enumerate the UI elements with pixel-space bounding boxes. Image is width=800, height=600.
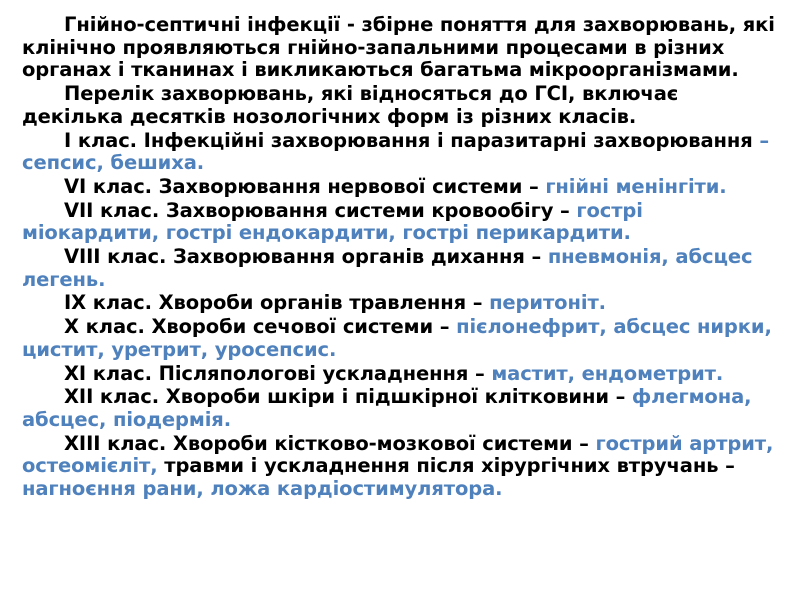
body-text: VІІ клас. Захворювання системи кровообігу – — [64, 198, 577, 222]
text-paragraph — [22, 14, 778, 82]
body-text: Перелік захворювань, які відносяться до ГСІ, включає декілька десятків нозологічних форм із різних класів. — [22, 82, 679, 128]
highlighted-term: гострий артрит, остеомієліт, — [22, 431, 774, 478]
highlighted-term: гострі міокардити, гострі ендокардити, гострі перикардити. — [22, 198, 643, 245]
text-paragraph — [22, 316, 778, 361]
paragraph-list — [22, 14, 778, 501]
body-text: травми і ускладнення після хірургічних втручань – — [157, 454, 735, 478]
text-paragraph — [22, 200, 778, 245]
highlighted-term: флегмона, абсцес, піодермія. — [22, 385, 752, 431]
text-paragraph — [22, 246, 778, 291]
body-text: ІХ клас. Хвороби органів травлення – — [64, 291, 490, 315]
text-paragraph — [22, 83, 778, 128]
text-paragraph — [22, 386, 778, 431]
highlighted-term: пієлонефрит, абсцес нирки, цистит, уретрит, уросепсис. — [22, 315, 772, 361]
body-text: VІІІ клас. Захворювання органів дихання – — [64, 245, 548, 269]
body-text: VІ клас. Захворювання нервової системи – — [64, 174, 546, 198]
body-text: ХІІІ клас. Хвороби кістково-мозкової системи – — [64, 431, 596, 455]
highlighted-term: перитоніт. — [489, 291, 606, 315]
highlighted-term: пневмонія, абсцес легень. — [22, 245, 753, 291]
body-text: Х клас. Хвороби сечової системи – — [64, 315, 457, 339]
text-paragraph — [22, 363, 778, 386]
text-paragraph — [22, 433, 778, 501]
highlighted-term: нагноєння рани, ложа кардіостимулятора. — [22, 477, 503, 501]
text-paragraph — [22, 292, 778, 315]
highlighted-term: мастит, ендометрит. — [491, 361, 724, 385]
highlighted-term: – сепсис, бешиха. — [22, 128, 770, 175]
highlighted-term: гнійні менінгіти. — [545, 174, 727, 198]
body-text: І клас. Інфекційні захворювання і паразитарні захворювання — [64, 128, 760, 152]
body-text: ХІІ клас. Хвороби шкіри і підшкірної клітковини – — [64, 385, 632, 409]
text-paragraph — [22, 176, 778, 199]
body-text: Гнійно-септичні інфекції - збірне поняття для захворювань, які клінічно проявляються гнійно-запальними процесами в різних органах і тканинах і викликаються багатьма мікроорганізмами. — [22, 13, 775, 82]
body-text: ХІ клас. Післяпологові ускладнення – — [64, 361, 492, 385]
text-paragraph — [22, 130, 778, 175]
